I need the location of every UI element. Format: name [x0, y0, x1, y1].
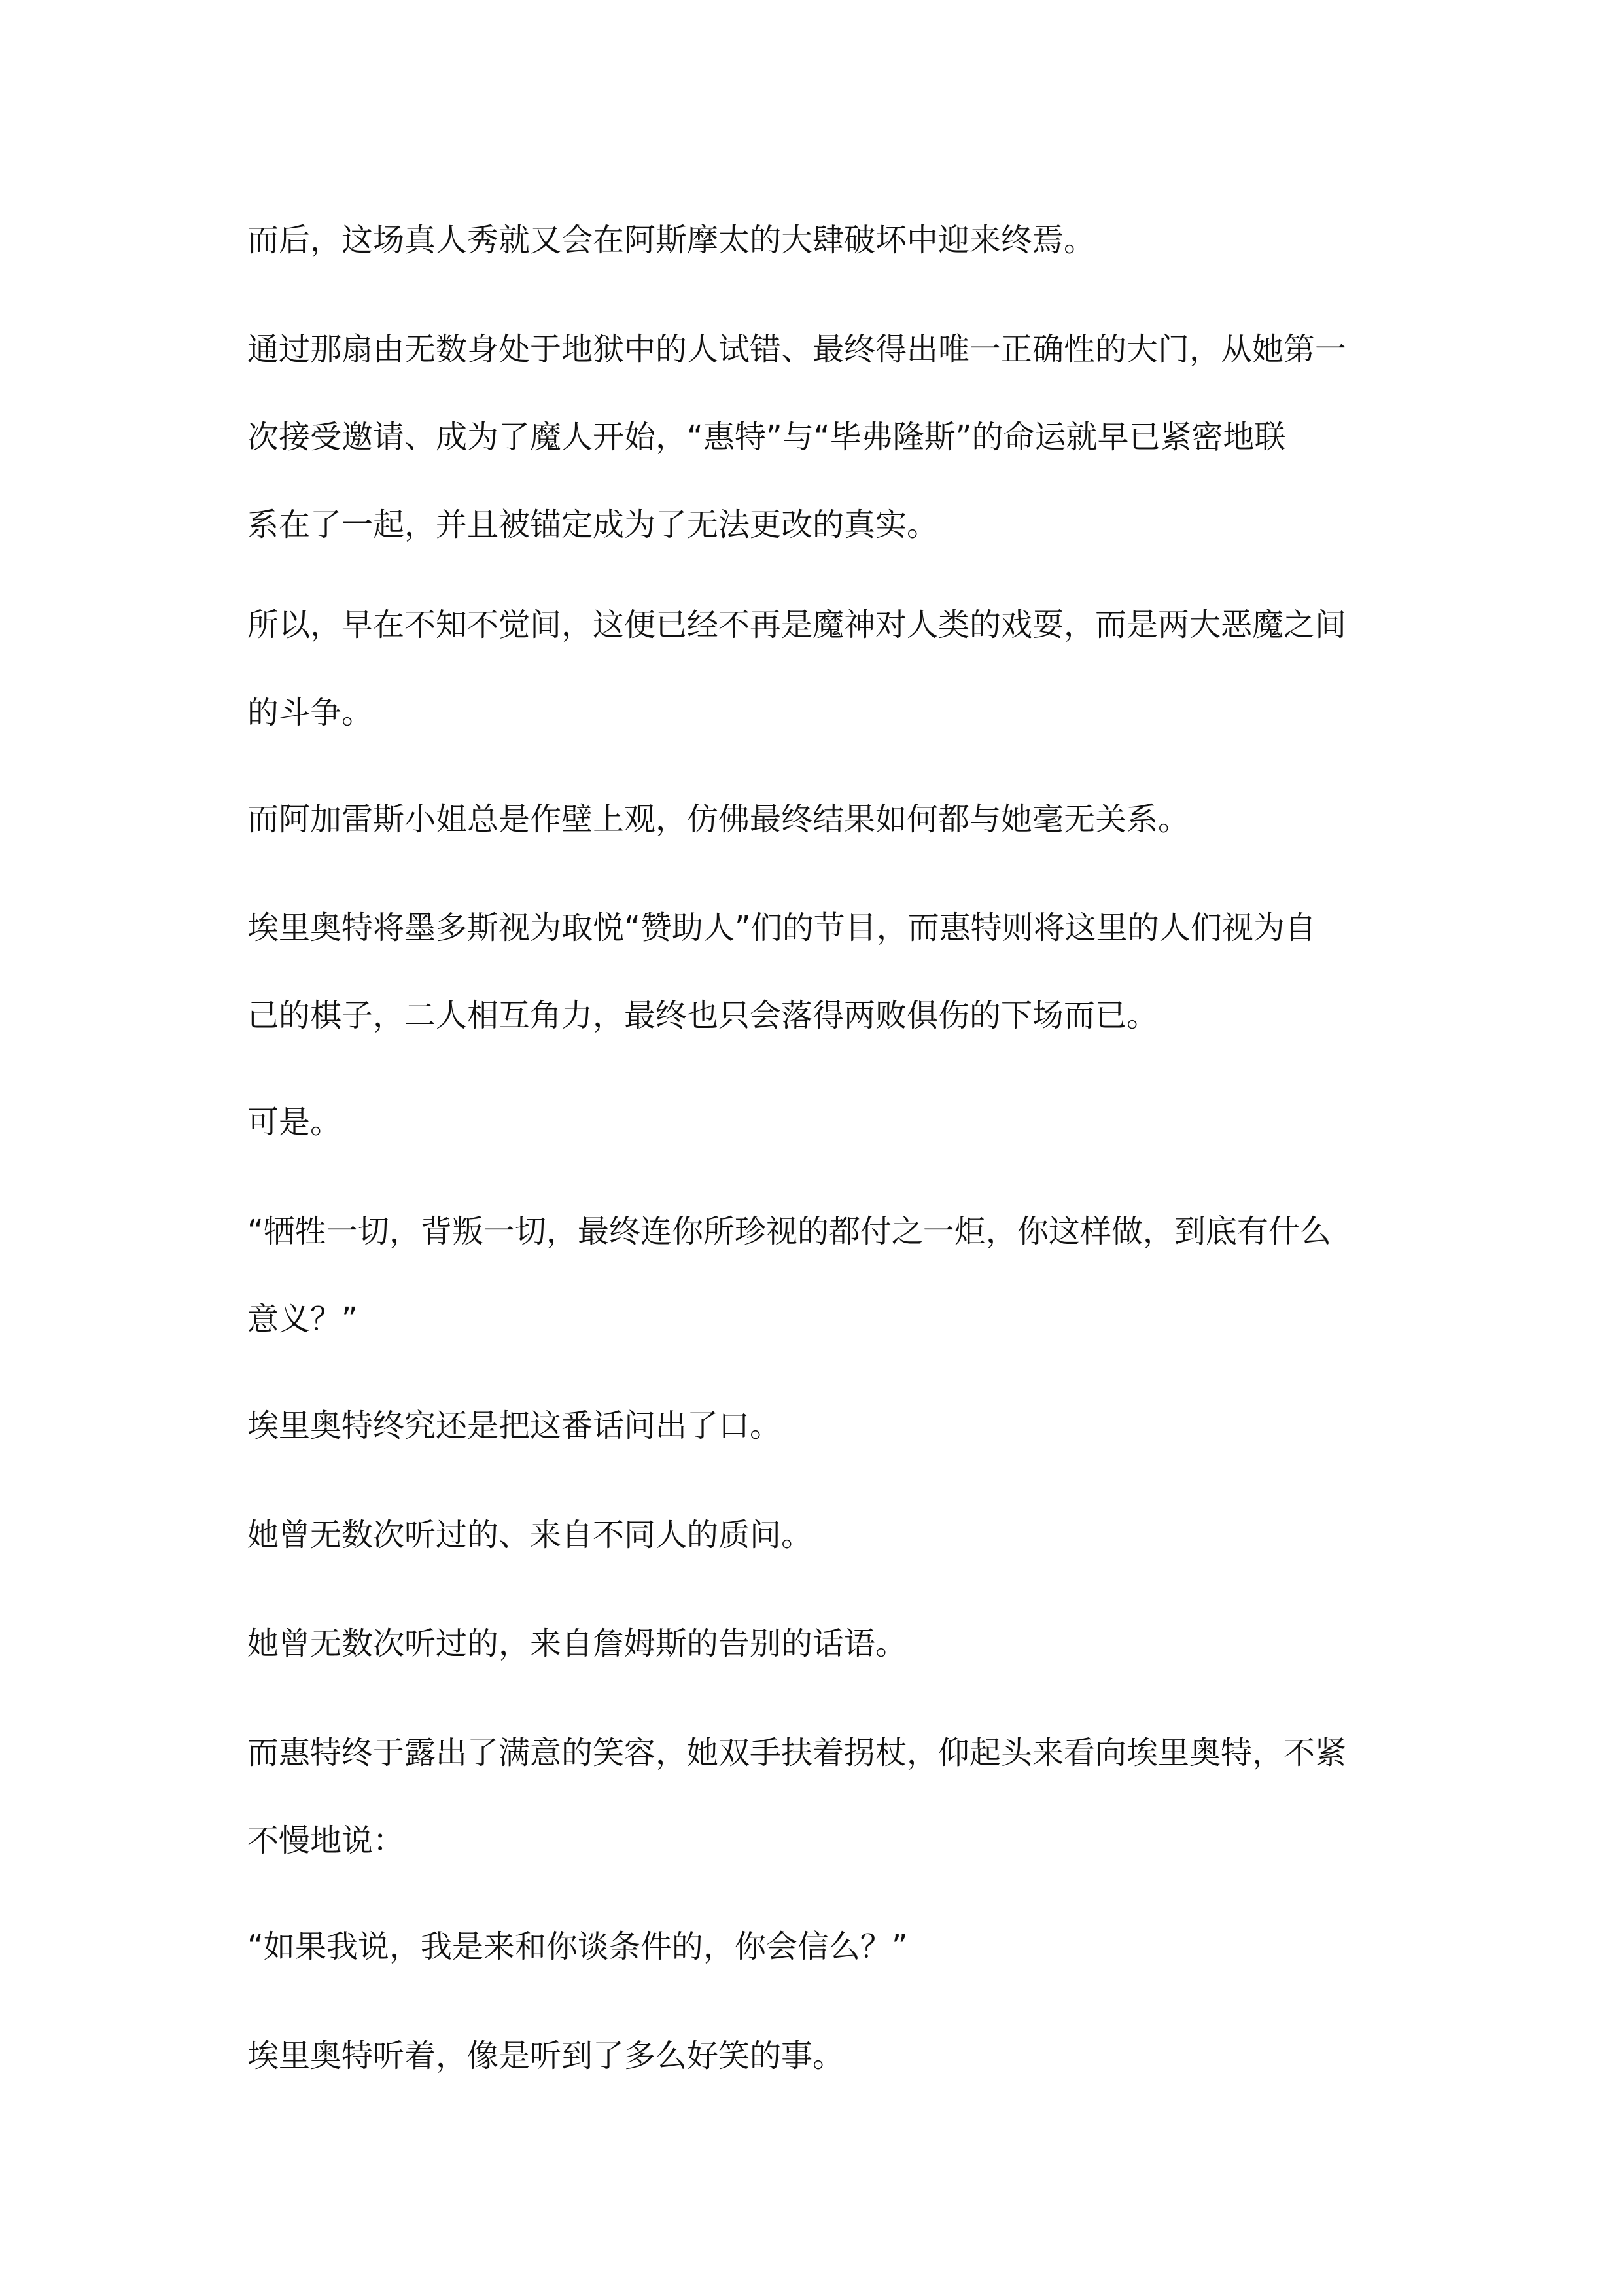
text-line: 系在了一起，并且被锚定成为了无法更改的真实。 — [247, 506, 939, 543]
text-line: 而惠特终于露出了满意的笑容，她双手扶着拐杖，仰起头来看向埃里奥特，不紧 — [247, 1735, 1347, 1771]
text-line: 而后，这场真人秀就又会在阿斯摩太的大肆破坏中迎来终焉。 — [247, 222, 1096, 258]
text-line: 不慢地说： — [247, 1822, 405, 1859]
text-line: 次接受邀请、成为了魔人开始，“惠特”与“毕弗隆斯”的命运就早已紧密地联 — [247, 419, 1286, 455]
text-line: 她曾无数次听过的，来自詹姆斯的告别的话语。 — [247, 1625, 907, 1662]
text-line: 而阿加雷斯小姐总是作壁上观，仿佛最终结果如何都与她毫无关系。 — [247, 801, 1190, 838]
text-line: 埃里奥特终究还是把这番话问出了口。 — [247, 1407, 782, 1444]
text-line: 意义？” — [247, 1301, 358, 1337]
text-line: 己的棋子，二人相互角力，最终也只会落得两败俱伤的下场而已。 — [247, 997, 1159, 1034]
paragraph-13 — [247, 2012, 1386, 2100]
paragraph-12 — [247, 1903, 1386, 1990]
paragraph-1 — [247, 196, 1386, 284]
paragraph-8 — [247, 1382, 1386, 1470]
paragraph-2 — [247, 306, 1386, 569]
paragraph-7 — [247, 1188, 1386, 1363]
text-line: “如果我说，我是来和你谈条件的，你会信么？” — [247, 1928, 908, 1965]
text-line: 通过那扇由无数身处于地狱中的人试错、最终得出唯一正确性的大门，从她第一 — [247, 331, 1347, 368]
text-line: “牺牲一切，背叛一切，最终连你所珍视的都付之一炬，你这样做，到底有什么 — [247, 1213, 1331, 1250]
paragraph-10 — [247, 1600, 1386, 1687]
text-line: 她曾无数次听过的、来自不同人的质问。 — [247, 1517, 813, 1553]
text-line: 埃里奥特将墨多斯视为取悦“赞助人”们的节目，而惠特则将这里的人们视为自 — [247, 910, 1316, 946]
text-line: 埃里奥特听着，像是听到了多么好笑的事。 — [247, 2038, 845, 2074]
text-line: 可是。 — [247, 1104, 342, 1140]
text-line: 的斗争。 — [247, 694, 374, 731]
paragraph-3 — [247, 581, 1386, 756]
paragraph-5 — [247, 884, 1386, 1059]
paragraph-9 — [247, 1491, 1386, 1579]
text-line: 所以，早在不知不觉间，这便已经不再是魔神对人类的戏耍，而是两大恶魔之间 — [247, 607, 1347, 643]
paragraph-4 — [247, 775, 1386, 863]
paragraph-11 — [247, 1709, 1386, 1884]
paragraph-6 — [247, 1078, 1386, 1166]
